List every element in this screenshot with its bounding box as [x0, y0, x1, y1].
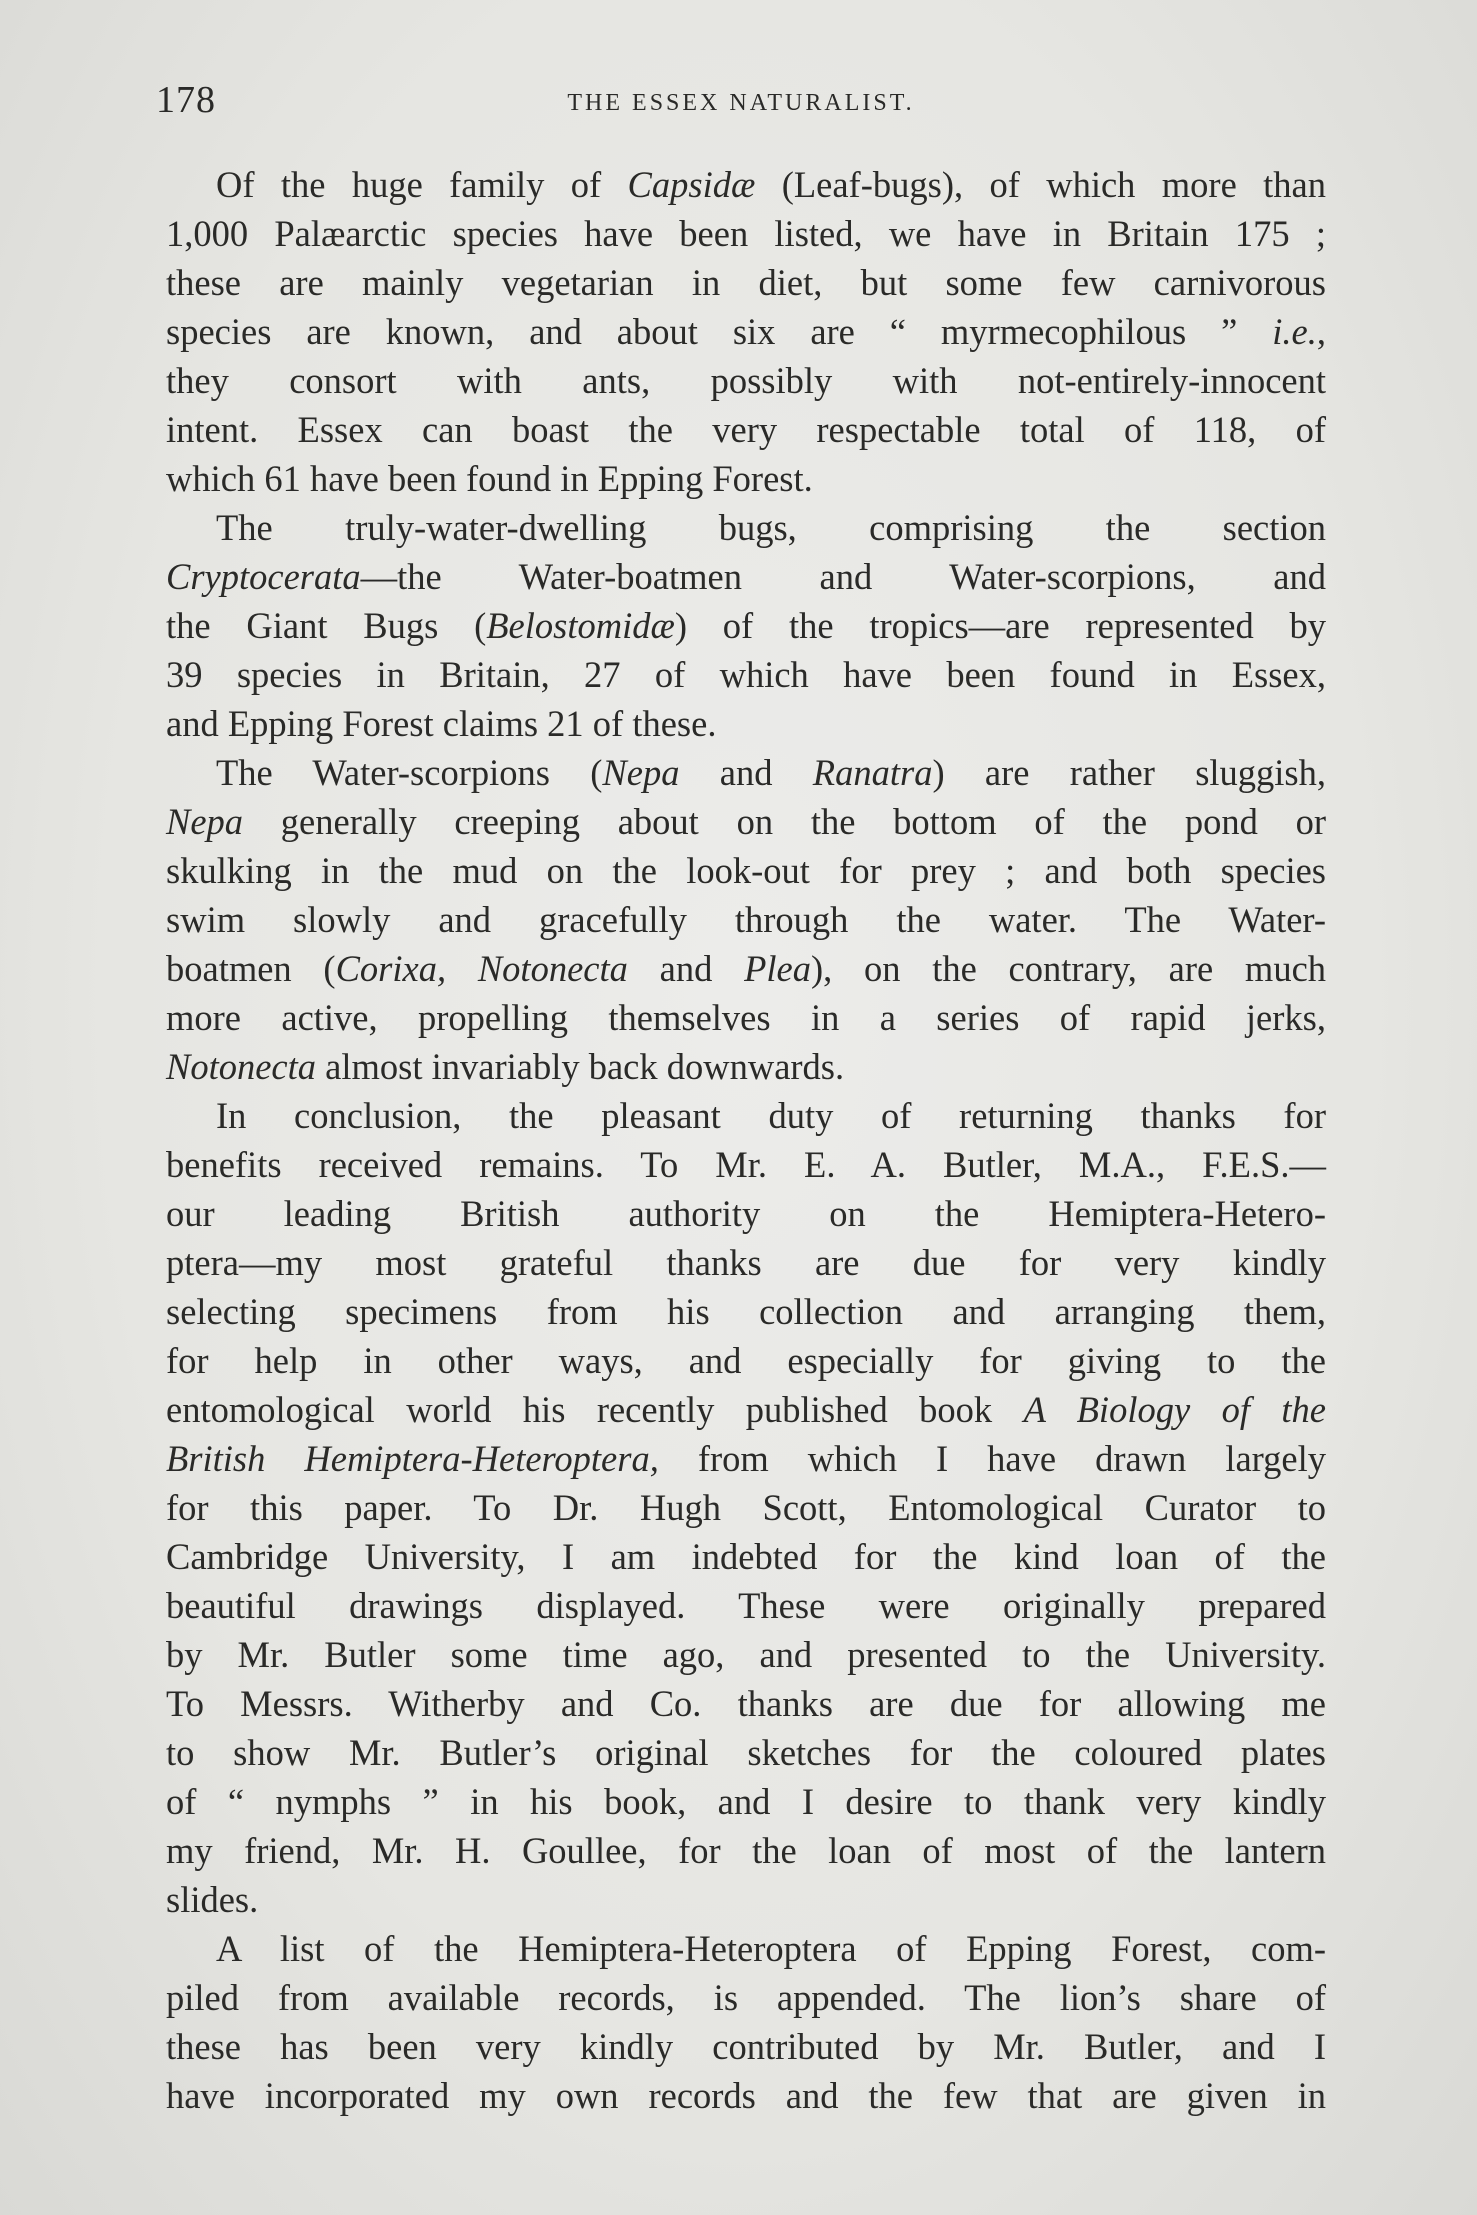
text-line: [166, 895, 1326, 944]
paragraph: [166, 503, 1326, 748]
text-line: [166, 650, 1326, 699]
text-line: [166, 1973, 1326, 2022]
text-segment: to show Mr. Butler’s original sketches for the coloured plates: [166, 1732, 1326, 1773]
italic-text: Cryptocerata: [166, 556, 361, 597]
paragraph: [166, 1924, 1326, 2120]
text-segment: In conclusion, the pleasant duty of returning thanks for: [216, 1095, 1326, 1136]
text-segment: Cambridge University, I am indebted for the kind loan of the: [166, 1536, 1326, 1577]
text-segment: (Leaf-bugs), of which more than: [755, 164, 1326, 205]
text-line: [166, 1336, 1326, 1385]
text-line: [166, 552, 1326, 601]
paragraph: [166, 1091, 1326, 1924]
text-segment: entomological world his recently published book: [166, 1389, 1024, 1430]
text-line: [166, 1826, 1326, 1875]
text-segment: our leading British authority on the Hemiptera-Hetero-: [166, 1193, 1326, 1234]
text-segment: the Giant Bugs (: [166, 605, 487, 646]
text-segment: generally creeping about on the bottom of the pond or: [243, 801, 1326, 842]
italic-text: British Hemiptera-Heteroptera,: [166, 1438, 659, 1479]
text-segment: piled from available records, is appended. The lion’s share of: [166, 1977, 1326, 2018]
text-line: [166, 1140, 1326, 1189]
text-line: [166, 944, 1326, 993]
text-segment: —the Water-boatmen and Water-scorpions, and: [360, 556, 1326, 597]
text-line: [166, 1532, 1326, 1581]
text-line: [166, 307, 1326, 356]
text-segment: swim slowly and gracefully through the water. The Water-: [166, 899, 1326, 940]
text-segment: these are mainly vegetarian in diet, but some few carnivorous: [166, 262, 1326, 303]
text-line: [166, 1189, 1326, 1238]
text-line: [166, 454, 1326, 503]
text-line: [166, 846, 1326, 895]
running-head: [156, 78, 1326, 128]
text-segment: ) are rather sluggish,: [932, 752, 1327, 793]
text-line: [166, 1679, 1326, 1728]
text-segment: have incorporated my own records and the few that are given in: [166, 2075, 1326, 2116]
text-segment: by Mr. Butler some time ago, and presented to the University.: [166, 1634, 1326, 1675]
text-segment: they consort with ants, possibly with not-entirely-innocent: [166, 360, 1326, 401]
text-segment: from which I have drawn largely: [658, 1438, 1326, 1479]
text-segment: The Water-scorpions (: [216, 752, 603, 793]
italic-text: Belostomidæ: [486, 605, 675, 646]
text-line: [166, 748, 1326, 797]
italic-text: A Biology of the: [1023, 1389, 1326, 1430]
italic-text: Ranatra: [812, 752, 933, 793]
text-line: [166, 1581, 1326, 1630]
text-line: [166, 1287, 1326, 1336]
text-segment: and: [679, 752, 813, 793]
text-segment: and Epping Forest claims 21 of these.: [166, 703, 717, 744]
italic-text: Corixa, Notonecta: [335, 948, 628, 989]
page-number: 178: [156, 79, 216, 121]
text-line: [166, 503, 1326, 552]
text-line: [166, 993, 1326, 1042]
text-segment: of “ nymphs ” in his book, and I desire to thank very kindly: [166, 1781, 1326, 1822]
text-segment: ptera—my most grateful thanks are due for very kindly: [166, 1242, 1326, 1283]
text-line: [166, 1385, 1326, 1434]
text-segment: To Messrs. Witherby and Co. thanks are due for allowing me: [166, 1683, 1326, 1724]
text-segment: ) of the tropics—are represented by: [674, 605, 1326, 646]
text-line: [166, 258, 1326, 307]
italic-text: Nepa: [166, 801, 244, 842]
text-line: [166, 1728, 1326, 1777]
text-segment: beautiful drawings displayed. These were originally prepared: [166, 1585, 1326, 1626]
text-segment: The truly-water-dwelling bugs, comprising the section: [216, 507, 1326, 548]
text-segment: Of the huge family of: [216, 164, 628, 205]
text-segment: ), on the contrary, are much: [810, 948, 1327, 989]
text-line: [166, 1238, 1326, 1287]
text-line: [166, 1091, 1326, 1140]
italic-text: Plea: [744, 948, 811, 989]
text-segment: boatmen (: [166, 948, 336, 989]
italic-text: Nepa: [602, 752, 680, 793]
text-segment: for this paper. To Dr. Hugh Scott, Entomological Curator to: [166, 1487, 1326, 1528]
italic-text: i.e.: [1272, 311, 1317, 352]
text-line: [166, 1777, 1326, 1826]
text-segment: more active, propelling themselves in a series of rapid jerks,: [166, 997, 1326, 1038]
body-text: [166, 160, 1326, 2120]
journal-title: THE ESSEX NATURALIST.: [567, 90, 915, 116]
text-line: [166, 797, 1326, 846]
italic-text: Capsidæ: [627, 164, 756, 205]
text-segment: these has been very kindly contributed by Mr. Butler, and I: [166, 2026, 1326, 2067]
paragraph: [166, 160, 1326, 503]
text-line: [166, 1042, 1326, 1091]
text-line: [166, 356, 1326, 405]
text-line: [166, 209, 1326, 258]
text-line: [166, 2071, 1326, 2120]
text-line: [166, 601, 1326, 650]
text-segment: intent. Essex can boast the very respectable total of 118, of: [166, 409, 1326, 450]
italic-text: Notonecta: [166, 1046, 317, 1087]
text-segment: which 61 have been found in Epping Forest.: [166, 458, 813, 499]
text-segment: benefits received remains. To Mr. E. A. Butler, M.A., F.E.S.—: [166, 1144, 1326, 1185]
text-segment: A list of the Hemiptera-Heteroptera of Epping Forest, com-: [216, 1928, 1326, 1969]
text-line: [166, 1924, 1326, 1973]
text-segment: my friend, Mr. H. Goullee, for the loan of most of the lantern: [166, 1830, 1326, 1871]
text-line: [166, 1434, 1326, 1483]
text-segment: for help in other ways, and especially for giving to the: [166, 1340, 1326, 1381]
text-segment: slides.: [166, 1879, 259, 1920]
text-segment: ,: [1316, 311, 1326, 352]
text-line: [166, 1875, 1326, 1924]
text-segment: selecting specimens from his collection and arranging them,: [166, 1291, 1326, 1332]
text-segment: and: [627, 948, 745, 989]
paragraph: [166, 748, 1326, 1091]
text-segment: almost invariably back downwards.: [316, 1046, 845, 1087]
text-segment: 1,000 Palæarctic species have been listed, we have in Britain 175 ;: [166, 213, 1326, 254]
text-line: [166, 405, 1326, 454]
text-line: [166, 699, 1326, 748]
text-line: [166, 1483, 1326, 1532]
text-segment: 39 species in Britain, 27 of which have been found in Essex,: [166, 654, 1326, 695]
text-line: [166, 160, 1326, 209]
text-segment: skulking in the mud on the look-out for prey ; and both species: [166, 850, 1326, 891]
text-line: [166, 1630, 1326, 1679]
text-segment: species are known, and about six are “ myrmecophilous ”: [166, 311, 1273, 352]
text-line: [166, 2022, 1326, 2071]
